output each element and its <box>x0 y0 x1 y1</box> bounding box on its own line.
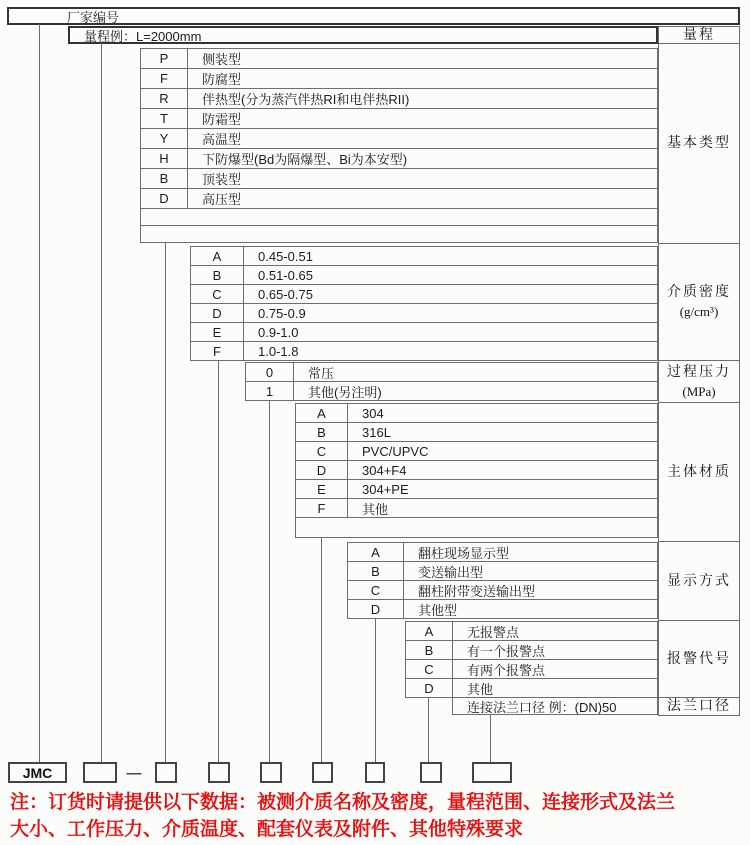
pressure-table <box>245 362 658 401</box>
table-row <box>191 247 657 266</box>
code-separator-dash <box>124 763 144 784</box>
table-row <box>348 581 657 600</box>
connector-display-mode <box>375 618 376 762</box>
desc-cell: 有两个报警点 <box>467 662 546 678</box>
desc-cell: 其他型 <box>418 602 458 618</box>
table-row <box>406 641 657 660</box>
ordering-note-line1: 注：订货时请提供以下数据：被测介质名称及密度，量程范围、连接形式及法兰 <box>10 792 676 813</box>
label-pressure <box>659 361 739 403</box>
label-material <box>659 403 739 542</box>
label-flange <box>659 698 739 715</box>
category-label-column <box>658 26 740 716</box>
code-cell: D <box>141 189 188 208</box>
label-basic-type <box>659 44 739 244</box>
code-cell: P <box>141 49 188 68</box>
range-example-row <box>68 26 658 44</box>
dash-text: — <box>126 765 142 782</box>
connector-range <box>101 43 102 762</box>
code-box-basic-type <box>155 762 177 783</box>
table-row <box>296 499 657 518</box>
table-row <box>296 442 657 461</box>
label-density-unit: (g/cm³) <box>679 304 719 319</box>
code-cell: B <box>296 423 348 441</box>
table-row <box>296 480 657 499</box>
desc-cell: 高压型 <box>202 192 242 207</box>
label-density <box>659 244 739 361</box>
table-row <box>348 562 657 581</box>
table-row <box>296 461 657 480</box>
code-box-alarm <box>420 762 442 783</box>
label-range <box>659 27 739 44</box>
connector-manufacturer <box>39 24 40 762</box>
code-cell: E <box>296 480 348 498</box>
label-basic-type-text: 基本类型 <box>667 136 731 151</box>
code-cell: A <box>296 404 348 422</box>
flange-row <box>452 697 658 715</box>
desc-cell: 304+PE <box>362 481 409 497</box>
desc-cell: 304 <box>362 405 384 421</box>
table-row-empty <box>141 209 657 226</box>
basic-type-table <box>140 48 658 243</box>
model-prefix-text: JMC <box>22 764 53 781</box>
code-cell: E <box>191 323 244 341</box>
desc-cell: 常压 <box>308 365 335 381</box>
label-density-text: 介质密度 <box>667 285 731 300</box>
desc-cell: 防腐型 <box>202 72 242 87</box>
code-cell: Y <box>141 129 188 148</box>
desc-cell: PVC/UPVC <box>362 443 429 459</box>
desc-cell: 其他(另注明) <box>308 384 382 400</box>
label-display-mode <box>659 542 739 621</box>
code-cell: C <box>191 285 244 303</box>
table-row <box>191 323 657 342</box>
table-row <box>191 266 657 285</box>
connector-alarm <box>428 697 429 762</box>
model-prefix-box <box>8 762 67 783</box>
label-range-text: 量程 <box>683 27 715 43</box>
table-row <box>141 129 657 149</box>
desc-cell: 304+F4 <box>362 462 407 478</box>
flange-text: 连接法兰口径 例：(DN)50 <box>467 699 617 714</box>
table-row <box>296 404 657 423</box>
label-pressure-text: 过程压力 <box>667 364 731 380</box>
code-cell: B <box>348 562 404 580</box>
code-cell: D <box>191 304 244 322</box>
desc-cell: 316L <box>362 424 391 440</box>
table-row <box>191 342 657 360</box>
table-row <box>141 49 657 69</box>
code-cell: B <box>406 641 453 659</box>
desc-cell: 0.65-0.75 <box>258 286 313 302</box>
table-row <box>348 600 657 618</box>
code-cell: A <box>191 247 244 265</box>
desc-cell: 有一个报警点 <box>467 643 546 659</box>
code-cell: C <box>406 660 453 678</box>
code-cell: F <box>141 69 188 88</box>
code-cell: F <box>296 499 348 517</box>
desc-cell: 无报警点 <box>467 624 520 640</box>
connector-pressure <box>269 400 270 762</box>
manufacturer-code-label: 厂家编号 <box>67 9 120 25</box>
code-box-material <box>312 762 333 783</box>
table-row-empty <box>296 518 657 536</box>
table-row <box>191 285 657 304</box>
table-row <box>406 622 657 641</box>
label-alarm <box>659 621 739 698</box>
desc-cell: 翻柱现场显示型 <box>418 545 510 561</box>
table-row <box>141 69 657 89</box>
desc-cell: 0.75-0.9 <box>258 305 306 321</box>
desc-cell: 侧装型 <box>202 52 242 67</box>
table-row-empty <box>141 226 657 242</box>
desc-cell: 其他 <box>467 681 494 697</box>
display-mode-table <box>347 542 658 619</box>
code-cell: B <box>141 169 188 188</box>
connector-basic-type <box>165 242 166 762</box>
table-row <box>141 149 657 169</box>
desc-cell: 高温型 <box>202 132 242 147</box>
code-cell: D <box>296 461 348 479</box>
code-cell: 0 <box>246 363 294 381</box>
desc-cell: 下防爆型(Bd为隔爆型、Bi为本安型) <box>202 152 408 167</box>
table-row <box>453 698 657 714</box>
code-box-density <box>208 762 230 783</box>
table-row <box>348 543 657 562</box>
code-cell: C <box>296 442 348 460</box>
code-cell: C <box>348 581 404 599</box>
label-flange-text: 法兰口径 <box>667 699 731 714</box>
label-display-mode-text: 显示方式 <box>667 573 731 589</box>
desc-cell: 0.51-0.65 <box>258 267 313 283</box>
code-box-display-mode <box>365 762 385 783</box>
desc-cell: 翻柱附带变送输出型 <box>418 583 536 599</box>
label-alarm-text: 报警代号 <box>667 651 731 667</box>
table-row <box>141 109 657 129</box>
code-cell: F <box>191 342 244 360</box>
ordering-note <box>10 789 746 843</box>
desc-cell: 伴热型(分为蒸汽伴热RI和电伴热RII) <box>202 92 410 107</box>
table-row <box>141 189 657 209</box>
desc-cell: 顶装型 <box>202 172 242 187</box>
desc-cell: 1.0-1.8 <box>258 343 299 359</box>
table-row <box>141 89 657 109</box>
code-cell: A <box>406 622 453 640</box>
code-cell: H <box>141 149 188 168</box>
code-cell: 1 <box>246 382 294 400</box>
desc-cell: 其他 <box>362 501 389 517</box>
connector-density <box>218 360 219 762</box>
code-box-pressure <box>260 762 282 783</box>
table-row <box>246 363 657 382</box>
code-cell: R <box>141 89 188 108</box>
desc-cell: 变送输出型 <box>418 564 484 580</box>
label-material-text: 主体材质 <box>667 464 731 480</box>
desc-cell: 0.45-0.51 <box>258 248 313 264</box>
code-cell: D <box>348 600 404 618</box>
alarm-table <box>405 621 658 698</box>
table-row <box>406 679 657 697</box>
manufacturer-code-row <box>7 7 740 25</box>
code-cell: A <box>348 543 404 561</box>
label-pressure-unit: (MPa) <box>682 383 716 399</box>
code-cell: B <box>191 266 244 284</box>
code-box-range <box>83 762 117 783</box>
range-example-label: 量程例：L=2000mm <box>84 28 202 44</box>
connector-material <box>321 537 322 762</box>
code-box-flange <box>472 762 512 783</box>
desc-cell: 0.9-1.0 <box>258 324 299 340</box>
desc-cell: 防霜型 <box>202 112 242 127</box>
table-row <box>296 423 657 442</box>
ordering-note-line2: 大小、工作压力、介质温度、配套仪表及附件、其他特殊要求 <box>10 819 524 840</box>
connector-flange <box>490 714 491 762</box>
table-row <box>191 304 657 323</box>
density-table <box>190 246 658 361</box>
code-cell: T <box>141 109 188 128</box>
material-table <box>295 403 658 538</box>
code-cell: D <box>406 679 453 697</box>
table-row <box>246 382 657 400</box>
table-row <box>141 169 657 189</box>
table-row <box>406 660 657 679</box>
